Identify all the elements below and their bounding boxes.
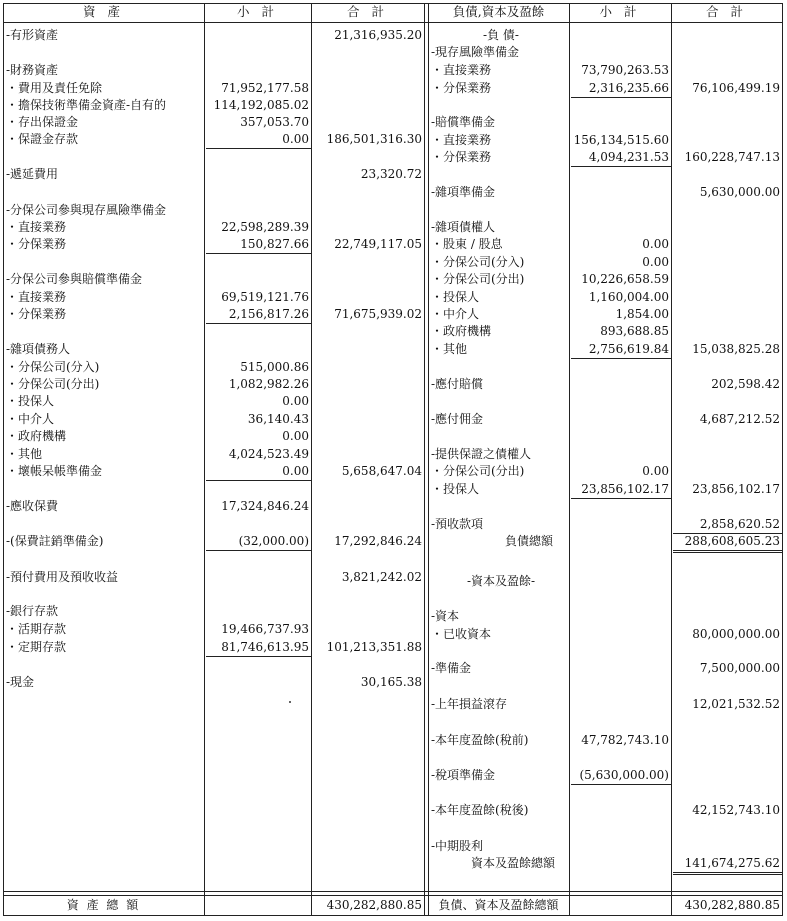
right_rows-row-label: -提供保證之債權人	[431, 447, 532, 461]
left_rows-row-label: ・費用及責任免除	[6, 81, 103, 95]
left_rows-row-label: -分保公司參與賠償準備金	[6, 272, 143, 286]
right_rows-row-label: ・已收資本	[431, 627, 492, 641]
left_rows-row-label: ・政府機構	[6, 429, 67, 443]
right_rows-row-subtotal: 47,782,743.10	[581, 733, 669, 747]
right_rows-row-total	[673, 254, 782, 271]
left_rows-row-total: 23,320.72	[360, 167, 422, 181]
right_rows-row-subtotal	[571, 573, 671, 590]
right_rows-row-label: -準備金	[431, 661, 472, 675]
right_rows-row-subtotal	[571, 838, 671, 855]
right_rows-row-subtotal	[571, 626, 671, 643]
right_rows-row-subtotal: 4,094,231.53	[571, 149, 671, 167]
left_rows-row-subtotal: 0.00	[206, 463, 311, 481]
header-liabilities: 負債,資本及盈餘	[452, 4, 545, 19]
balance-sheet	[3, 3, 783, 916]
right_rows-row-label: ・其他	[431, 342, 468, 356]
left_rows-row-subtotal: 0.00	[282, 394, 309, 408]
left_rows-row-label: ・保證金存款	[6, 132, 79, 146]
right_rows-row-total: 7,500,000.00	[699, 661, 780, 675]
right_rows-row-total	[673, 732, 782, 749]
footer-double-line	[3, 891, 783, 896]
right_rows-row-label: 資本及盈餘總額	[471, 856, 556, 870]
right_rows-row-subtotal	[571, 533, 671, 550]
header-subtotal-right: 小 計	[599, 4, 641, 19]
right_rows-row-subtotal: (5,630,000.00)	[571, 767, 671, 785]
col-sep-2	[311, 3, 312, 916]
right_rows-row-total: 23,856,102.17	[692, 482, 780, 496]
right_rows-row-label: 負債總額	[505, 534, 554, 548]
left_rows-row-subtotal	[206, 27, 311, 44]
liab-total-label: 負債、資本及盈餘總額	[438, 898, 559, 912]
left_rows-row-total	[313, 114, 424, 131]
left_rows-row-subtotal	[206, 674, 311, 691]
left_rows-row-total	[313, 498, 424, 515]
right_rows-row-label: -本年度盈餘(稅後)	[431, 803, 529, 817]
right_rows-row-total: 15,038,825.28	[692, 342, 780, 356]
left_rows-row-total	[313, 621, 424, 638]
left_rows-row-label: ・分保公司(分出)	[6, 377, 100, 391]
left_rows-row-total: 22,749,117.05	[334, 237, 422, 251]
header-total-right: 合 計	[706, 4, 747, 19]
right_rows-row-total: 76,106,499.19	[692, 81, 780, 95]
right_rows-row-subtotal	[571, 219, 671, 236]
left_rows-row-label: ・活期存款	[6, 622, 67, 636]
right_rows-row-subtotal	[571, 376, 671, 393]
left_rows-row-subtotal	[206, 603, 311, 620]
left_rows-row-subtotal: 114,192,085.02	[213, 98, 309, 112]
right_rows-row-label: -資本及盈餘-	[466, 574, 536, 588]
right_rows-row-total	[673, 838, 782, 855]
left_rows-row-label: ・擔保技術準備金資產-自有的	[6, 98, 167, 112]
left_rows-row-subtotal: 22,598,289.39	[221, 220, 309, 234]
left_rows-row-label: -(保費註銷準備金)	[6, 534, 104, 548]
left_rows-row-subtotal: 4,024,523.49	[228, 447, 309, 461]
right_rows-row-subtotal: 73,790,263.53	[581, 63, 669, 77]
right_rows-row-total	[673, 767, 782, 784]
right_rows-row-total	[673, 446, 782, 463]
right_rows-row-subtotal: 0.00	[642, 237, 669, 251]
right_rows-row-subtotal	[571, 27, 671, 44]
right_rows-row-total	[673, 573, 782, 590]
right_rows-row-subtotal: 156,134,515.60	[573, 133, 669, 147]
left_rows-row-total	[313, 219, 424, 236]
right_rows-row-subtotal: 0.00	[642, 255, 669, 269]
col-sep-4	[671, 3, 672, 916]
right_rows-row-label: -預收款項	[431, 517, 484, 531]
right_rows-row-subtotal: 1,160,004.00	[588, 290, 669, 304]
bottom-border	[3, 915, 783, 916]
left_rows-row-total	[313, 411, 424, 428]
left_rows-row-subtotal: 69,519,121.76	[221, 290, 309, 304]
right_rows-row-label: ・投保人	[431, 290, 480, 304]
right_rows-row-label: -雜項準備金	[431, 185, 496, 199]
left_rows-row-subtotal	[206, 62, 311, 79]
liab-total-value: 430,282,880.85	[684, 898, 780, 912]
left_rows-row-label: ・分保業務	[6, 237, 67, 251]
right_rows-row-label: ・分保公司(分入)	[431, 255, 525, 269]
right_rows-row-total: 5,630,000.00	[699, 185, 780, 199]
left_rows-row-total: 3,821,242.02	[341, 570, 422, 584]
left_rows-row-total	[313, 202, 424, 219]
left_rows-row-total	[313, 97, 424, 114]
left_rows-row-label: ・直接業務	[6, 220, 67, 234]
right_rows-row-subtotal: 2,316,235.66	[571, 80, 671, 98]
left_rows-row-total	[313, 62, 424, 79]
right_rows-row-subtotal	[571, 516, 671, 533]
right_rows-row-total: 141,674,275.62	[673, 855, 782, 875]
left_rows-row-label: ・其他	[6, 447, 43, 461]
right_rows-row-subtotal	[571, 114, 671, 131]
left_rows-row-subtotal: 2,156,817.26	[206, 306, 311, 324]
right_rows-row-label: ・分保公司(分出)	[431, 272, 525, 286]
right_rows-row-subtotal: 0.00	[642, 464, 669, 478]
right_rows-row-subtotal: 2,756,619.84	[571, 341, 671, 359]
right_rows-row-subtotal	[571, 44, 671, 61]
right_rows-row-label: ・中介人	[431, 307, 480, 321]
right_rows-row-total	[673, 463, 782, 480]
left_rows-row-subtotal: 17,324,846.24	[221, 499, 309, 513]
left_rows-row-label: -有形資產	[6, 28, 59, 42]
left_rows-row-subtotal: 515,000.86	[240, 360, 309, 374]
right_rows-row-total	[673, 62, 782, 79]
right_rows-row-total: 2,858,620.52	[673, 516, 782, 534]
right_rows-row-label: -中期股利	[431, 839, 484, 853]
left_rows-row-label: ・投保人	[6, 394, 55, 408]
left_rows-row-label: -現金	[6, 675, 35, 689]
right_rows-row-label: -賠償準備金	[431, 115, 496, 129]
left_rows-row-subtotal: (32,000.00)	[206, 533, 311, 551]
right_rows-row-total: 160,228,747.13	[684, 150, 780, 164]
left_rows-row-total	[313, 428, 424, 445]
right_rows-row-label: ・直接業務	[431, 133, 492, 147]
left_rows-row-subtotal: 36,140.43	[247, 412, 309, 426]
left_rows-row-total	[313, 341, 424, 358]
right_rows-row-total	[673, 608, 782, 625]
right_rows-row-label: -現存風險準備金	[431, 45, 520, 59]
left_rows-row-total: 5,658,647.04	[341, 464, 422, 478]
right_rows-row-label: -雜項債權人	[431, 220, 496, 234]
right_rows-row-label: -負 債-	[483, 28, 519, 42]
left_rows-row-subtotal	[206, 569, 311, 586]
left_rows-row-label: -分保公司參與現存風險準備金	[6, 203, 167, 217]
left_rows-row-label: ・定期存款	[6, 640, 67, 654]
right_rows-row-label: ・分保業務	[431, 81, 492, 95]
right_rows-row-label: ・分保業務	[431, 150, 492, 164]
left_rows-row-total: 71,675,939.02	[334, 307, 422, 321]
left_rows-row-subtotal: 1,082,982.26	[228, 377, 309, 391]
left_rows-row-label: ・分保公司(分入)	[6, 360, 100, 374]
left_rows-row-subtotal: 357,053.70	[240, 115, 309, 129]
right_rows-row-label: ・政府機構	[431, 324, 492, 338]
left_rows-row-total: 17,292,846.24	[334, 534, 422, 548]
stray-mark	[289, 701, 291, 703]
right_rows-row-total: 80,000,000.00	[692, 627, 780, 641]
left_rows-row-total	[313, 446, 424, 463]
left_rows-row-total	[313, 271, 424, 288]
right_rows-row-total	[673, 289, 782, 306]
left_rows-row-label: ・直接業務	[6, 290, 67, 304]
right_rows-row-subtotal	[571, 660, 671, 677]
left_rows-row-label: ・存出保證金	[6, 115, 79, 129]
header-divider	[3, 22, 783, 23]
right_rows-row-label: ・分保公司(分出)	[431, 464, 525, 478]
right_rows-row-label: -稅項準備金	[431, 768, 496, 782]
assets-total-value: 430,282,880.85	[326, 898, 422, 912]
right_rows-row-subtotal	[571, 855, 671, 872]
right_rows-row-subtotal	[571, 802, 671, 819]
left_rows-row-label: -應收保費	[6, 499, 59, 513]
right_rows-row-total	[673, 323, 782, 340]
right_rows-row-label: -本年度盈餘(稅前)	[431, 733, 529, 747]
right_rows-row-label: -上年損益滾存	[431, 697, 508, 711]
right_rows-row-subtotal: 893,688.85	[600, 324, 669, 338]
left_rows-row-total: 101,213,351.88	[326, 640, 422, 654]
right_rows-row-label: ・直接業務	[431, 63, 492, 77]
right_rows-row-total: 288,608,605.23	[673, 533, 782, 553]
right_rows-row-subtotal: 1,854.00	[615, 307, 669, 321]
right_rows-row-subtotal	[571, 184, 671, 201]
right_rows-row-total	[673, 132, 782, 149]
right_rows-row-subtotal: 10,226,658.59	[581, 272, 669, 286]
right_rows-row-total	[673, 306, 782, 323]
right_rows-row-total	[673, 236, 782, 253]
right_rows-row-total: 12,021,532.52	[692, 697, 780, 711]
left_rows-row-label: -財務資產	[6, 63, 59, 77]
left_rows-row-subtotal	[206, 341, 311, 358]
right_rows-row-label: -資本	[431, 609, 460, 623]
left_rows-row-label: -預付費用及預收收益	[6, 570, 119, 584]
right_rows-row-subtotal	[571, 608, 671, 625]
left_rows-row-total	[313, 376, 424, 393]
right_rows-row-total	[673, 219, 782, 236]
left_rows-row-total	[313, 289, 424, 306]
right_rows-row-subtotal	[571, 696, 671, 713]
left_rows-row-subtotal	[206, 166, 311, 183]
left_rows-row-total: 30,165.38	[360, 675, 422, 689]
left_rows-row-subtotal: 19,466,737.93	[221, 622, 309, 636]
left_rows-row-label: -遞延費用	[6, 167, 59, 181]
right_rows-row-subtotal	[571, 411, 671, 428]
right_rows-row-total: 4,687,212.52	[699, 412, 780, 426]
left_rows-row-total	[313, 393, 424, 410]
left_rows-row-subtotal	[206, 202, 311, 219]
right_rows-row-label: -應付佣金	[431, 412, 484, 426]
left_rows-row-subtotal: 150,827.66	[206, 236, 311, 254]
left_rows-row-subtotal: 81,746,613.95	[206, 639, 311, 657]
right_rows-row-label: ・股東 / 股息	[431, 237, 503, 251]
right_rows-row-subtotal	[571, 446, 671, 463]
left_rows-row-total	[313, 603, 424, 620]
right_rows-row-subtotal: 23,856,102.17	[571, 481, 671, 499]
header-assets: 資 產	[83, 4, 124, 19]
left_rows-row-total: 21,316,935.20	[334, 28, 422, 42]
left_rows-row-total: 186,501,316.30	[326, 132, 422, 146]
header-total-left: 合 計	[347, 4, 388, 19]
right_rows-row-total	[673, 271, 782, 288]
right_rows-row-total	[673, 44, 782, 61]
left_rows-row-subtotal: 71,952,177.58	[221, 81, 309, 95]
left_rows-row-subtotal: 0.00	[282, 429, 309, 443]
right-border	[782, 3, 783, 916]
left_rows-row-subtotal	[206, 271, 311, 288]
left_rows-row-label: -銀行存款	[6, 604, 59, 618]
header-subtotal-left: 小 計	[237, 4, 278, 19]
left_rows-row-subtotal: 0.00	[206, 131, 311, 149]
right_rows-row-total: 202,598.42	[711, 377, 780, 391]
left_rows-row-total	[313, 80, 424, 97]
assets-total-label: 資 產 總 額	[66, 898, 141, 912]
left_rows-row-label: ・分保業務	[6, 307, 67, 321]
right_rows-row-total: 42,152,743.10	[692, 803, 780, 817]
right_rows-row-total	[673, 114, 782, 131]
left_rows-row-label: -雜項債務人	[6, 342, 71, 356]
right_rows-row-label: ・投保人	[431, 482, 480, 496]
right_rows-row-label: -應付賠償	[431, 377, 484, 391]
left_rows-row-label: ・壞帳呆帳準備金	[6, 464, 103, 478]
right_rows-row-total	[673, 27, 782, 44]
left_rows-row-total	[313, 359, 424, 376]
left_rows-row-label: ・中介人	[6, 412, 55, 426]
